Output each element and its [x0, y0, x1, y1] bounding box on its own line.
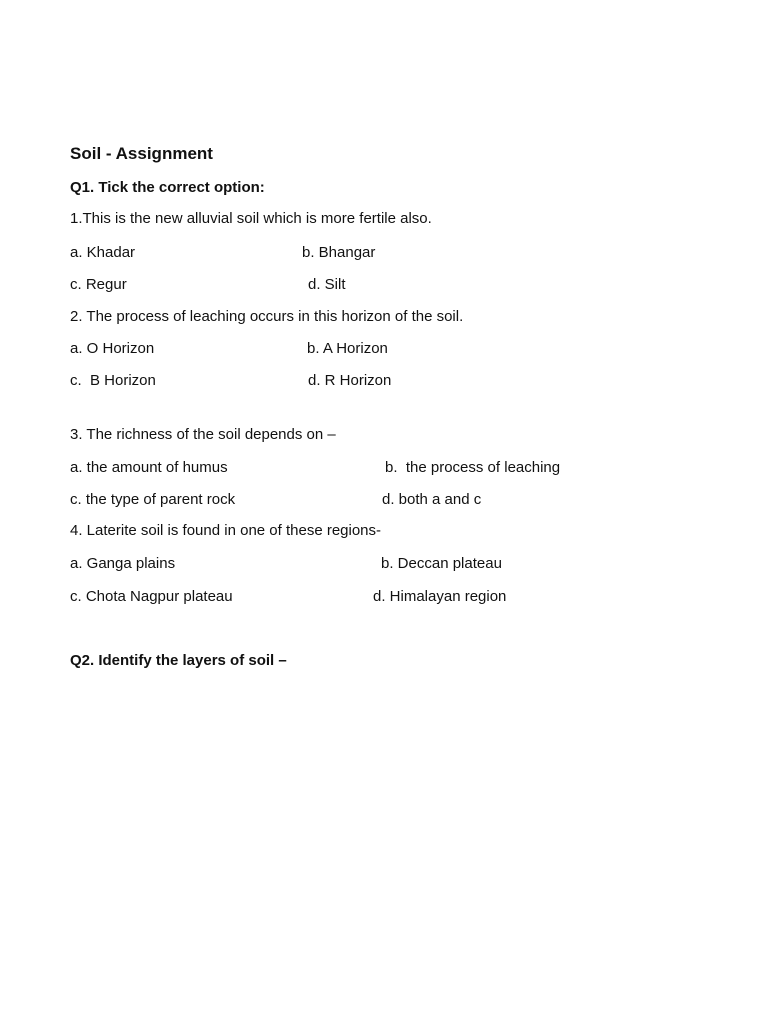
question-3-option-d: d. both a and c	[382, 491, 482, 508]
question-4-option-b: b. Deccan plateau	[381, 555, 502, 572]
question-1-text: 1.This is the new alluvial soil which is more fertile also.	[70, 210, 432, 227]
question-1-option-d: d. Silt	[308, 276, 346, 293]
question-2-option-d: d. R Horizon	[308, 372, 392, 389]
question-2-text: 2. The process of leaching occurs in this horizon of the soil.	[70, 308, 464, 325]
question-4-option-a: a. Ganga plains	[70, 555, 176, 572]
document-title: Soil - Assignment	[70, 144, 213, 163]
question-2-option-c: c. B Horizon	[70, 372, 156, 389]
q2-heading: Q2. Identify the layers of soil –	[70, 652, 287, 669]
question-2-option-a: a. O Horizon	[70, 340, 155, 357]
question-1-option-a: a. Khadar	[70, 244, 136, 261]
question-3-option-c: c. the type of parent rock	[70, 491, 236, 508]
question-4-text: 4. Laterite soil is found in one of these regions-	[70, 522, 382, 539]
question-1-option-b: b. Bhangar	[302, 244, 376, 261]
question-3-text: 3. The richness of the soil depends on –	[70, 426, 336, 443]
question-3-option-b: b. the process of leaching	[385, 459, 561, 476]
question-3-option-a: a. the amount of humus	[70, 459, 228, 476]
question-4-option-d: d. Himalayan region	[373, 588, 507, 605]
question-4-option-c: c. Chota Nagpur plateau	[70, 588, 233, 605]
q1-heading: Q1. Tick the correct option:	[70, 179, 265, 196]
question-2-option-b: b. A Horizon	[307, 340, 388, 357]
question-1-option-c: c. Regur	[70, 276, 127, 293]
